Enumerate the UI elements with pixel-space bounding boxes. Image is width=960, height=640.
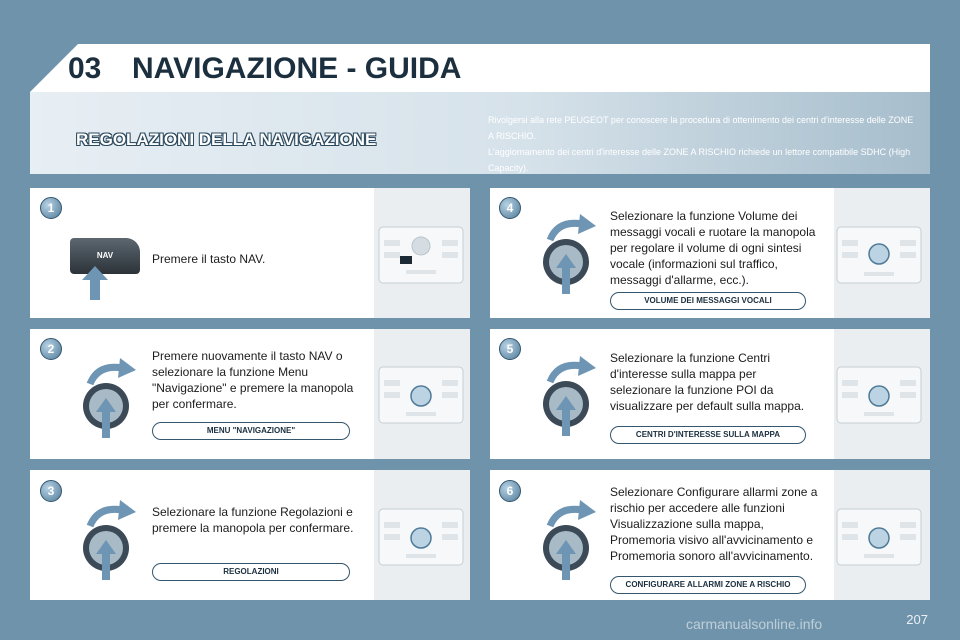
step-badge-6: 6 <box>499 480 521 502</box>
step-text-2: Premere nuovamente il tasto NAV o selezionare la funzione Menu "Navigazione" e premere la manopola per confermare. <box>152 349 354 411</box>
step-badge-1: 1 <box>40 197 62 219</box>
page-title: NAVIGAZIONE - GUIDA <box>132 52 462 85</box>
menu-path-label: VOLUME DEI MESSAGGI VOCALI <box>610 292 806 310</box>
notice-text <box>488 112 918 176</box>
step-badge-2: 2 <box>40 338 62 360</box>
chapter-number: 03 <box>68 52 102 85</box>
rotary-knob-icon <box>76 358 140 440</box>
rotary-knob-icon <box>536 356 600 438</box>
menu-path-label: REGOLAZIONI <box>152 563 350 581</box>
step-text-1: Premere il tasto NAV. <box>152 252 266 266</box>
menu-path-label: MENU "NAVIGAZIONE" <box>152 422 350 440</box>
radio-panel-icon <box>378 226 464 284</box>
step-text-3: Selezionare la funzione Regolazioni e premere la manopola per confermare. <box>152 505 354 535</box>
radio-panel-icon <box>378 366 464 424</box>
radio-panel-icon <box>378 508 464 566</box>
menu-path-label: CONFIGURARE ALLARMI ZONE A RISCHIO <box>610 576 806 594</box>
rotary-knob-icon <box>76 500 140 582</box>
step-text-5: Selezionare la funzione Centri d'interesse sulla mappa per selezionare la funzione POI da visualizzare per default sulla mappa. <box>610 351 805 413</box>
step-badge-4: 4 <box>499 197 521 219</box>
press-arrow-icon <box>82 266 108 300</box>
rotary-knob-icon <box>536 500 600 582</box>
page-number: 207 <box>906 612 928 627</box>
rotary-knob-icon <box>536 214 600 296</box>
menu-path-label: CENTRI D'INTERESSE SULLA MAPPA <box>610 426 806 444</box>
radio-panel-icon <box>836 508 922 566</box>
notice-line-1: Rivolgersi alla rete PEUGEOT per conoscere la procedura di ottenimento dei centri d'interesse delle ZONE A RISCHIO. <box>488 115 914 141</box>
watermark: carmanualsonline.info <box>686 616 823 632</box>
notice-line-2: L'aggiornamento dei centri d'interesse delle ZONE A RISCHIO richiede un lettore compatibile SDHC (High Capacity). <box>488 147 911 173</box>
step-badge-5: 5 <box>499 338 521 360</box>
nav-key-icon: NAV <box>70 238 140 274</box>
radio-panel-icon <box>836 226 922 284</box>
step-text-4: Selezionare la funzione Volume dei messaggi vocali e ruotare la manopola per regolare il volume di ogni sintesi vocale (informazioni sul traffico, messaggi d'allarme, ecc.). <box>610 209 816 287</box>
step-badge-3: 3 <box>40 480 62 502</box>
section-subtitle: REGOLAZIONI DELLA NAVIGAZIONE <box>76 130 377 149</box>
radio-panel-icon <box>836 366 922 424</box>
step-text-6: Selezionare Configurare allarmi zone a rischio per accedere alle funzioni Visualizzazione sulla mappa, Promemoria visivo all'avvicinamento e Promemoria sonoro all'avvicinamento. <box>610 485 818 563</box>
